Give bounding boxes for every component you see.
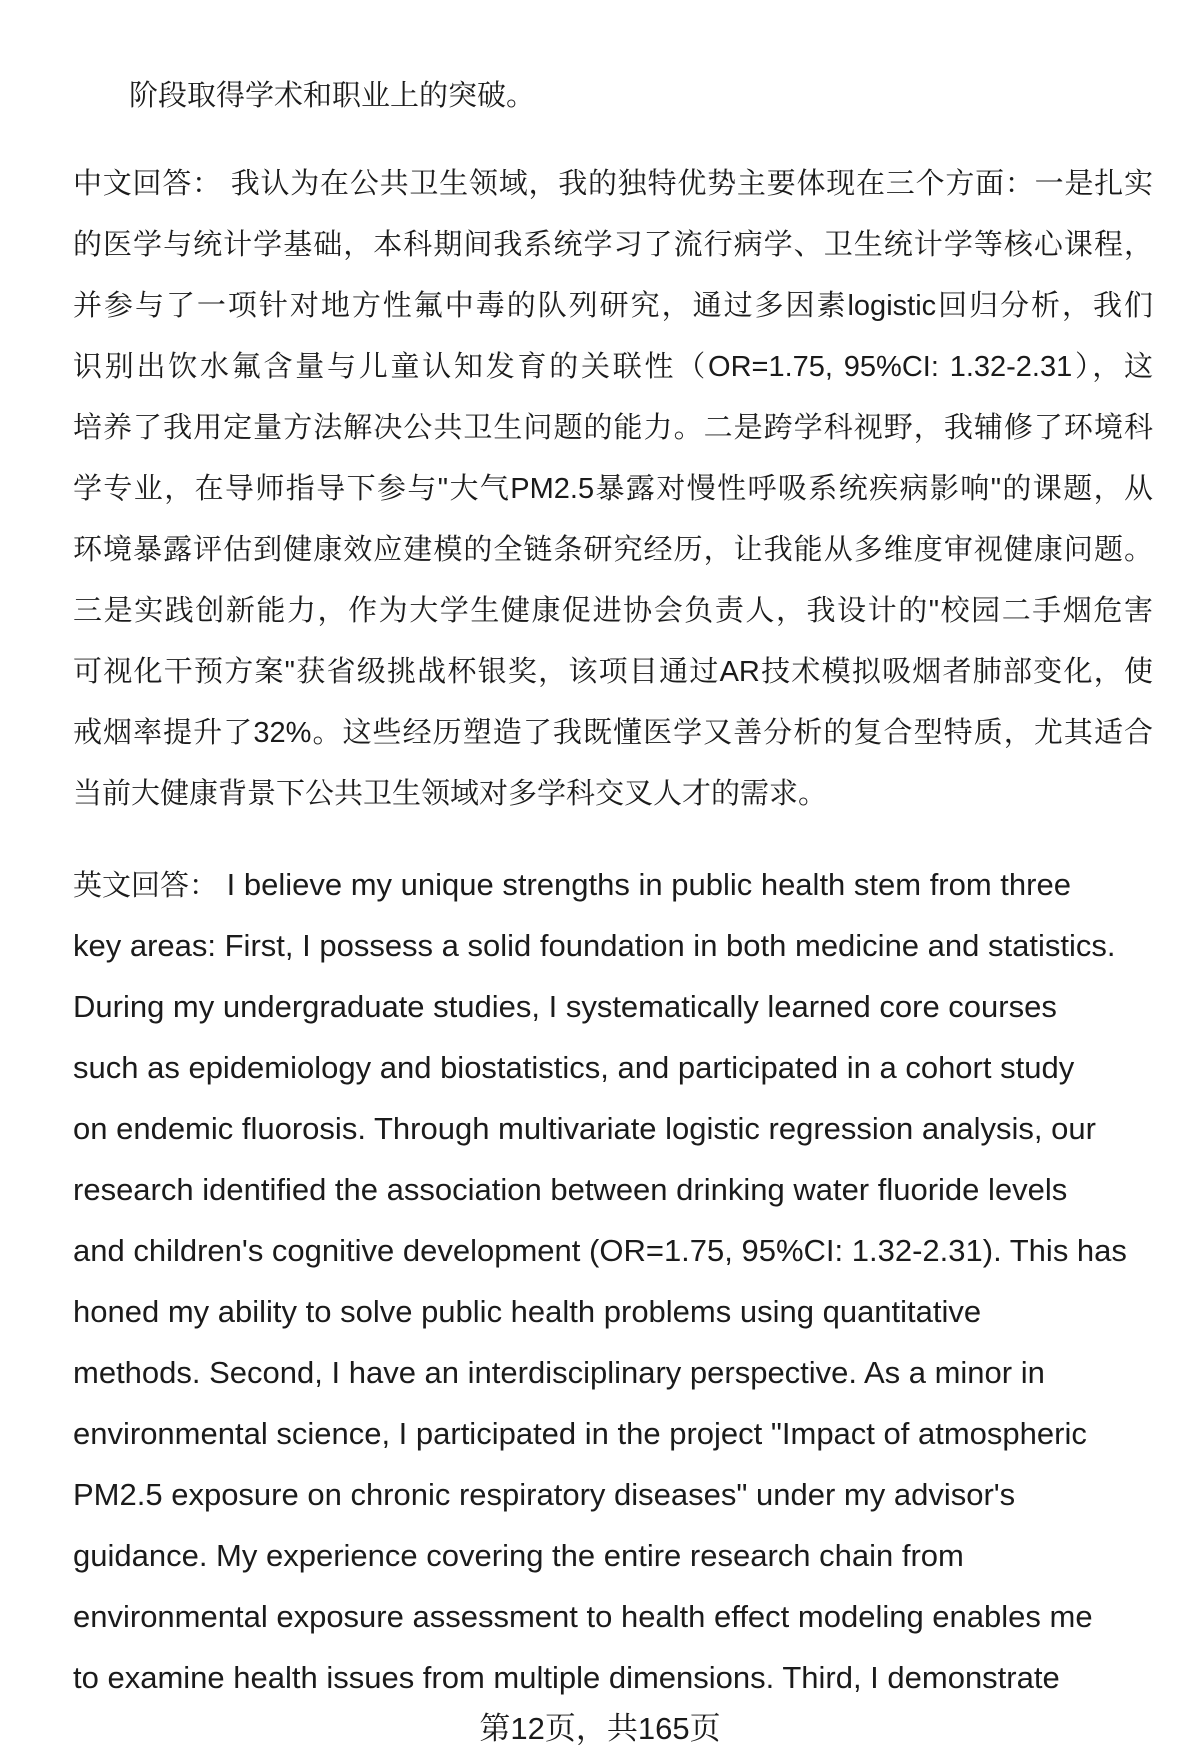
english-answer-line: guidance. My experience covering the entire research chain from — [73, 1538, 964, 1573]
chinese-answer-line: 当前大健康背景下公共卫生领域对多学科交叉人才的需求。 — [73, 778, 828, 810]
chinese-answer-line: 培养了我用定量方法解决公共卫生问题的能力。二是跨学科视野，我辅修了环境科 — [73, 412, 1153, 444]
english-answer-line: key areas: First, I possess a solid foundation in both medicine and statistics. — [73, 928, 1116, 963]
english-answer-line: research identified the association between drinking water fluoride levels — [73, 1172, 1068, 1207]
english-answer-label: 英文回答： — [73, 870, 219, 902]
english-answer-line: environmental science, I participated in the project "Impact of atmospheric — [73, 1416, 1087, 1451]
document-body — [73, 66, 1153, 1708]
english-answer-paragraph — [73, 854, 1153, 1708]
english-answer-line: environmental exposure assessment to health effect modeling enables me — [73, 1599, 1093, 1634]
chinese-answer-line: 的医学与统计学基础，本科期间我系统学习了流行病学、卫生统计学等核心课程， — [73, 229, 1153, 261]
chinese-answer-paragraph — [73, 154, 1153, 825]
chinese-answer-line — [73, 154, 1153, 215]
chinese-answer-line: 可视化干预方案"获省级挑战杯银奖，该项目通过AR技术模拟吸烟者肺部变化，使 — [73, 656, 1153, 688]
english-answer-line: to examine health issues from multiple dimensions. Third, I demonstrate — [73, 1660, 1060, 1695]
english-answer-line: such as epidemiology and biostatistics, and participated in a cohort study — [73, 1050, 1075, 1085]
english-answer-line — [73, 854, 1153, 915]
chinese-answer-line: 三是实践创新能力，作为大学生健康促进协会负责人，我设计的"校园二手烟危害 — [73, 595, 1153, 627]
chinese-answer-line: 环境暴露评估到健康效应建模的全链条研究经历，让我能从多维度审视健康问题。 — [73, 534, 1153, 566]
page-footer — [0, 1710, 1200, 1748]
continuation-line: 阶段取得学术和职业上的突破。 — [129, 80, 536, 112]
chinese-answer-line: 识别出饮水氟含量与儿童认知发育的关联性（OR=1.75, 95%CI: 1.32-2.31），这 — [73, 351, 1153, 383]
english-answer-line: and children's cognitive development (OR=1.75, 95%CI: 1.32-2.31). This has — [73, 1233, 1127, 1268]
page-indicator: 第12页，共165页 — [479, 1711, 721, 1746]
chinese-answer-line: 学专业，在导师指导下参与"大气PM2.5暴露对慢性呼吸系统疾病影响"的课题，从 — [73, 473, 1153, 505]
english-answer-line: PM2.5 exposure on chronic respiratory diseases" under my advisor's — [73, 1477, 1016, 1512]
english-answer-line: During my undergraduate studies, I systematically learned core courses — [73, 989, 1057, 1024]
english-answer-line: on endemic fluorosis. Through multivariate logistic regression analysis, our — [73, 1111, 1096, 1146]
chinese-answer-line: 并参与了一项针对地方性氟中毒的队列研究，通过多因素logistic回归分析，我们 — [73, 290, 1153, 322]
english-answer-line: methods. Second, I have an interdisciplinary perspective. As a minor in — [73, 1355, 1045, 1390]
chinese-answer-label: 中文回答： — [73, 168, 222, 200]
chinese-answer-line: 戒烟率提升了32%。这些经历塑造了我既懂医学又善分析的复合型特质，尤其适合 — [73, 717, 1153, 749]
english-answer-line: honed my ability to solve public health problems using quantitative — [73, 1294, 982, 1329]
english-answer-text: I believe my unique strengths in public health stem from three — [226, 867, 1071, 902]
chinese-answer-text: 我认为在公共卫生领域，我的独特优势主要体现在三个方面：一是扎实 — [230, 168, 1153, 200]
